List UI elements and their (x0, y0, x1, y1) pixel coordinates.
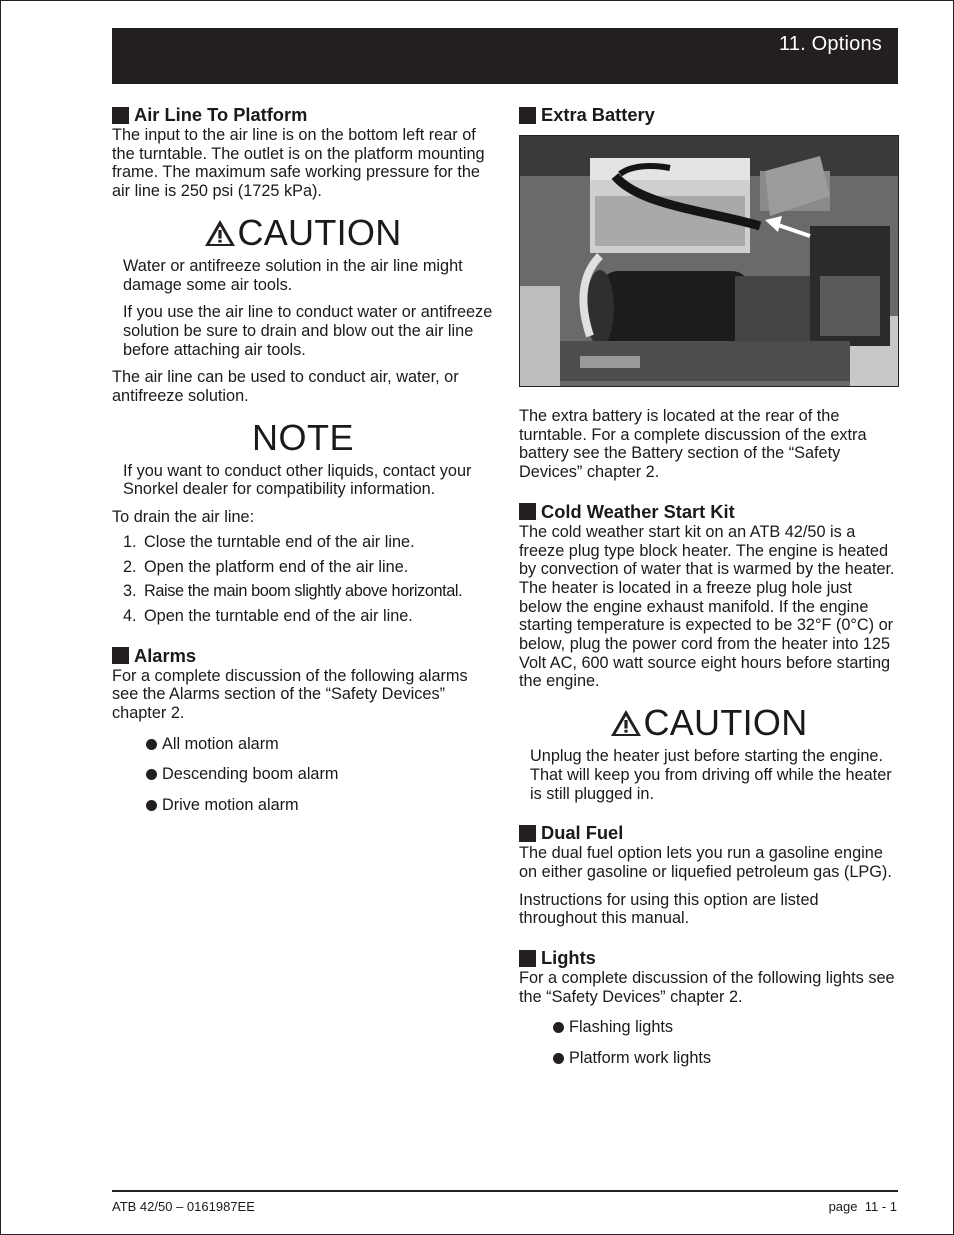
footer-rule (112, 1190, 898, 1192)
section-square-icon (519, 503, 536, 520)
battery-photo-illustration (520, 136, 898, 386)
note-heading: NOTE (251, 416, 354, 458)
caution-heading: CAUTION (112, 213, 494, 253)
bullet-icon (146, 769, 157, 780)
note-text: If you want to conduct other liquids, contact your Snorkel dealer for compatibility information. (123, 461, 472, 499)
section-square-icon (519, 107, 536, 124)
lights-heading: Lights (519, 947, 899, 969)
left-column (112, 104, 494, 815)
extra-battery-text: The extra battery is located at the rear of the turntable. For a complete discussion of the extra battery see the Battery section of the “Safety Devices” chapter 2. (519, 407, 867, 482)
footer-model: ATB 42/50 – 0161987EE (112, 1199, 255, 1214)
extra-battery-photo (519, 135, 899, 387)
cold-weather-heading: Cold Weather Start Kit (519, 501, 899, 523)
air-line-heading: Air Line To Platform (112, 104, 494, 126)
bullet-icon (553, 1022, 564, 1033)
caution-text: If you use the air line to conduct water or antifreeze solution be sure to drain and blow out the air line before attaching air tools. (123, 303, 493, 359)
drain-step: 3. Raise the main boom slightly above horizontal. (123, 582, 463, 601)
bullet-icon (553, 1053, 564, 1064)
alarms-intro: For a complete discussion of the following alarms see the Alarms section of the “Safety Devices” chapter 2. (112, 666, 468, 723)
list-item: Drive motion alarm (112, 796, 494, 815)
extra-battery-heading: Extra Battery (519, 104, 899, 126)
list-item: Platform work lights (519, 1049, 899, 1068)
dual-fuel-text: The dual fuel option lets you run a gasoline engine on either gasoline or liquefied petroleum gas (LPG). (519, 844, 892, 881)
caution-text: Unplug the heater just before starting the engine. That will keep you from driving off while the heater is still plugged in. (530, 747, 892, 803)
dual-fuel-heading: Dual Fuel (519, 822, 899, 844)
drain-intro: To drain the air line: (112, 508, 255, 527)
right-column (519, 104, 899, 1068)
section-square-icon (519, 950, 536, 967)
chapter-title: 11. Options (778, 33, 882, 55)
list-item: Flashing lights (519, 1018, 899, 1037)
drain-step: 2. Open the platform end of the air line. (123, 557, 409, 576)
lights-intro: For a complete discussion of the following lights see the “Safety Devices” chapter 2. (519, 969, 895, 1006)
drain-step: 1. Close the turntable end of the air line. (123, 532, 415, 551)
caution-heading: CAUTION (519, 703, 899, 743)
alarms-heading: Alarms (112, 645, 494, 667)
air-line-usage: The air line can be used to conduct air, water, or antifreeze solution. (112, 368, 459, 406)
section-square-icon (112, 647, 129, 664)
drain-step: 4. Open the turntable end of the air line. (123, 606, 413, 625)
warning-triangle-icon (610, 709, 642, 737)
cold-weather-text: The cold weather start kit on an ATB 42/50 is a freeze plug type block heater. The engine is heated by convection of water that is warmed by the heater. The heater is located in a freeze plug hole just below the engine exhaust manifold. If the engine starting temperature is expected to be 32°F (0°C) or below, plug the power cord from the heater into 125 Volt AC, 600 watt source eight hours before starting the engine. (519, 522, 895, 691)
section-square-icon (112, 107, 129, 124)
dual-fuel-text: Instructions for using this option are listed throughout this manual. (519, 890, 819, 928)
list-item: All motion alarm (112, 735, 494, 754)
warning-triangle-icon (204, 219, 236, 247)
section-square-icon (519, 825, 536, 842)
footer-page-number: page 11 - 1 (828, 1199, 897, 1214)
list-item: Descending boom alarm (112, 765, 494, 784)
bullet-icon (146, 800, 157, 811)
bullet-icon (146, 739, 157, 750)
air-line-intro: The input to the air line is on the bottom left rear of the turntable. The outlet is on the platform mounting frame. The maximum safe working pressure for the air line is 250 psi (1725 kPa). (112, 126, 485, 201)
caution-text: Water or antifreeze solution in the air line might damage some air tools. (123, 256, 463, 294)
chapter-header (112, 28, 898, 84)
